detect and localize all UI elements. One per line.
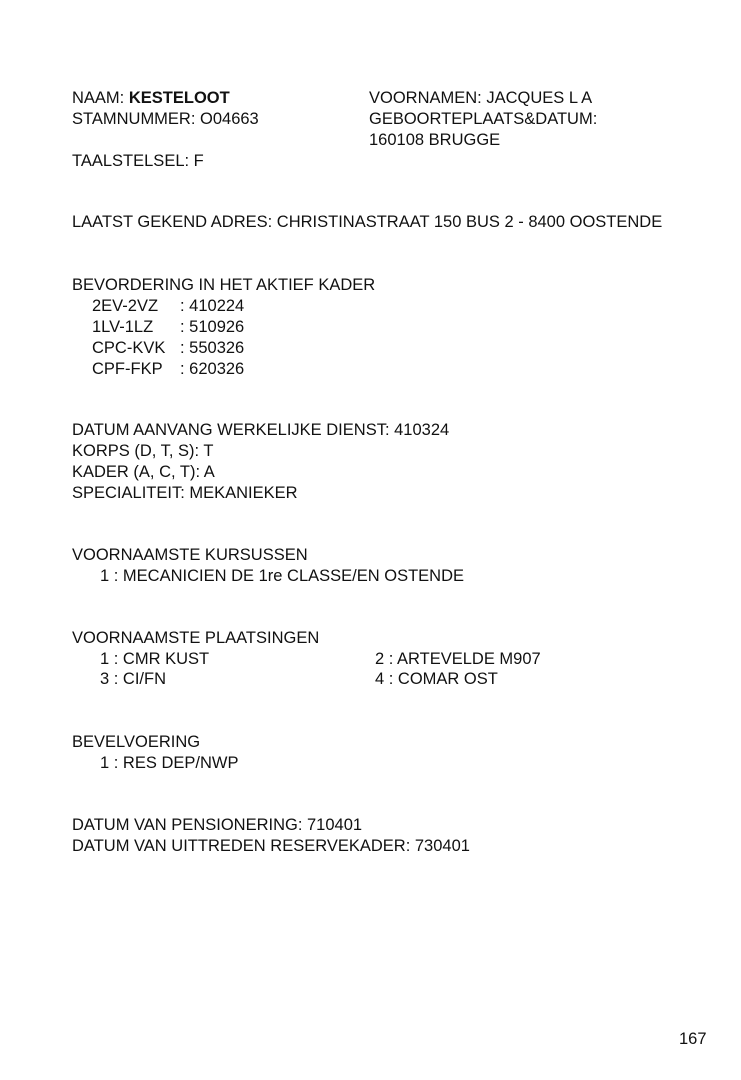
stamnummer-line: STAMNUMMER: O04663 [72,110,259,128]
naam-label: NAAM: [72,89,125,107]
bevordering-rank: 2EV-2VZ [92,297,159,315]
adres-line: LAATST GEKEND ADRES: CHRISTINASTRAAT 150 BUS 2 - 8400 OOSTENDE [72,213,663,231]
specialiteit-line: SPECIALITEIT: MEKANIEKER [72,484,298,502]
bevordering-date: : 410224 [180,297,245,315]
page-number: 167 [679,1030,707,1048]
kursussen-title: VOORNAAMSTE KURSUSSEN [72,546,308,564]
geboorte-label: GEBOORTEPLAATS&DATUM: [369,110,598,128]
bevelvoering-title: BEVELVOERING [72,733,201,751]
plaatsingen-title: VOORNAAMSTE PLAATSINGEN [72,629,320,647]
taalstelsel-line: TAALSTELSEL: F [72,152,204,170]
uittreden-line: DATUM VAN UITTREDEN RESERVEKADER: 730401 [72,837,470,855]
naam-line [72,88,230,109]
bevordering-rank: CPC-KVK [92,339,166,357]
bevelvoering-item: 1 : RES DEP/NWP [100,754,239,772]
bevordering-rank: CPF-FKP [92,360,163,378]
kursus-item: 1 : MECANICIEN DE 1re CLASSE/EN OSTENDE [100,567,465,585]
kader-line: KADER (A, C, T): A [72,463,215,481]
plaatsing-item: 4 : COMAR OST [375,670,498,688]
bevordering-date: : 620326 [180,360,245,378]
bevordering-title: BEVORDERING IN HET AKTIEF KADER [72,276,376,294]
bevordering-rank: 1LV-1LZ [92,318,154,336]
korps-line: KORPS (D, T, S): T [72,442,214,460]
plaatsing-item: 2 : ARTEVELDE M907 [375,650,541,668]
naam-value: KESTELOOT [128,89,230,107]
bevordering-date: : 510926 [180,318,245,336]
plaatsing-item: 3 : CI/FN [100,670,167,688]
aanvang-line: DATUM AANVANG WERKELIJKE DIENST: 410324 [72,421,450,439]
geboorte-value: 160108 BRUGGE [369,131,501,149]
pensionering-line: DATUM VAN PENSIONERING: 710401 [72,816,363,834]
plaatsing-item: 1 : CMR KUST [100,650,210,668]
bevordering-date: : 550326 [180,339,245,357]
voornamen-line: VOORNAMEN: JACQUES L A [369,89,593,107]
